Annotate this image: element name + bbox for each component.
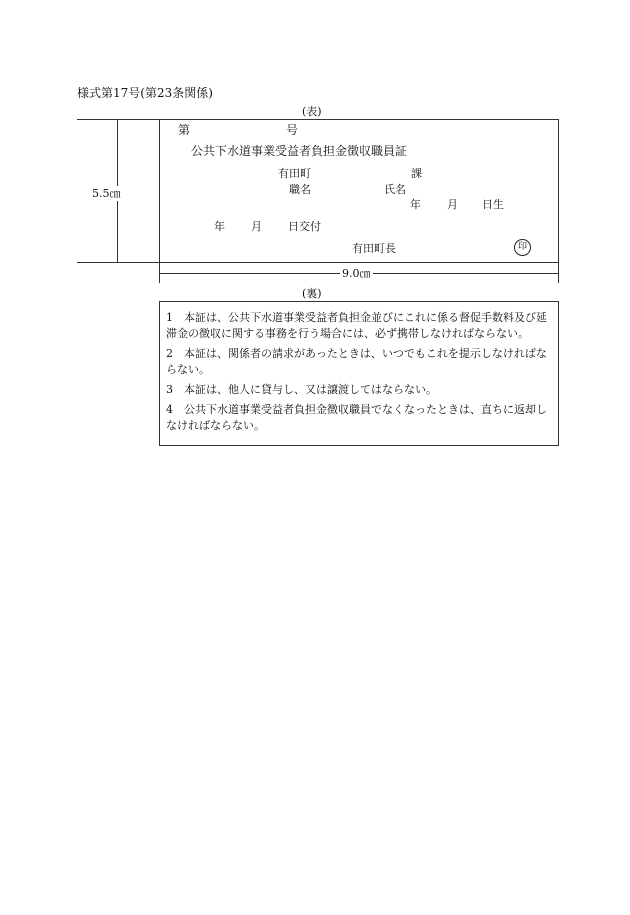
id-card-front: [159, 119, 559, 263]
note-item-1: 1 本証は、公共下水道事業受益者負担金並びにこれに係る督促手数料及び延滞金の徴収に関する事務を行う場合には、必ず携帯しなければならない。: [166, 311, 547, 340]
birth-month: 月: [447, 198, 458, 211]
card-town: 有田町: [278, 167, 311, 180]
id-card-back: [159, 301, 559, 446]
form-label: 様式第17号(第23条関係): [77, 86, 213, 100]
height-dim-bottom-line: [77, 262, 159, 263]
card-no-prefix: 第: [178, 123, 191, 137]
note-item-3: 3 本証は、他人に貸与し、又は譲渡してはならない。: [166, 383, 437, 396]
card-title: 公共下水道事業受益者負担金徴収職員証: [191, 144, 408, 158]
back-heading: (裏): [302, 287, 322, 300]
card-section: 課: [411, 167, 422, 180]
width-dim-label: 9.0㎝: [342, 267, 371, 280]
note-item-4: 4 公共下水道事業受益者負担金徴収職員でなくなったときは、直ちに返却しなければならない。: [166, 403, 547, 432]
birth-year: 年: [410, 198, 421, 211]
seal-mark: 印: [514, 239, 531, 256]
issue-day: 日交付: [288, 220, 321, 233]
card-name: 氏名: [384, 183, 406, 196]
issue-month: 月: [251, 220, 262, 233]
note-item-2: 2 本証は、関係者の請求があったときは、いつでもこれを提示しなければならない。: [166, 347, 547, 376]
card-issuer: 有田町長: [352, 242, 396, 255]
front-heading: (表): [302, 105, 322, 118]
birth-day: 日生: [482, 198, 504, 211]
card-no-suffix: 号: [286, 123, 299, 137]
card-job-title: 職名: [289, 183, 311, 196]
issue-year: 年: [214, 220, 225, 233]
height-dim-top-line: [77, 119, 159, 120]
height-dim-label: 5.5㎝: [92, 187, 121, 200]
